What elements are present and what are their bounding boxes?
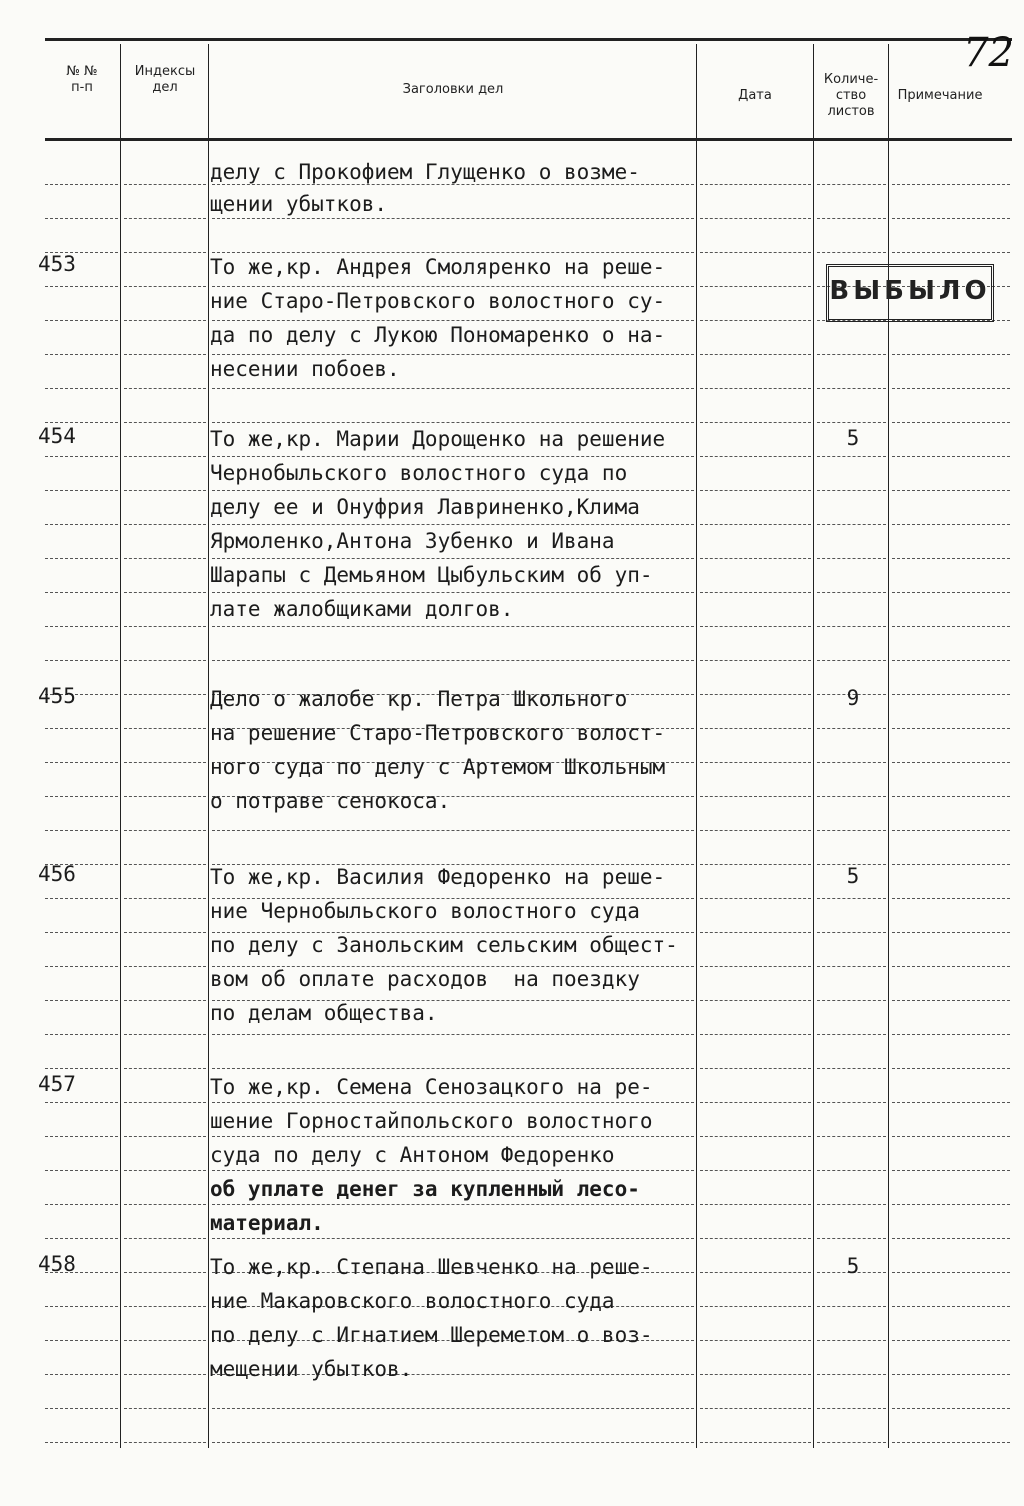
ruling-line — [892, 1408, 1010, 1409]
ruling-line — [700, 354, 811, 355]
ruling-line — [892, 1136, 1010, 1137]
ruling-line — [45, 422, 118, 423]
entry-title — [210, 682, 710, 818]
ruling-line — [700, 218, 811, 219]
ruling-line — [700, 796, 811, 797]
entry-title — [210, 156, 710, 220]
ruling-line — [700, 1204, 811, 1205]
entry-number: 453 — [38, 252, 76, 276]
ruling-line — [124, 796, 206, 797]
entry-title-line: о потраве сенокоса. — [210, 789, 451, 813]
ruling-line — [817, 524, 886, 525]
ruling-line — [892, 1170, 1010, 1171]
entry-number: 458 — [38, 1252, 76, 1276]
entry-title-line: делу ее и Онуфрия Лавриненко,Клима — [210, 495, 640, 519]
ruling-line — [124, 1034, 206, 1035]
ruling-line — [45, 592, 118, 593]
ruling-line — [124, 558, 206, 559]
ruling-line — [817, 558, 886, 559]
ruling-line — [124, 490, 206, 491]
header-col-index: Индексы дел — [134, 64, 196, 95]
entry-title-line: То же,кр. Семена Сенозацкого на ре- — [210, 1075, 653, 1099]
ruling-line — [45, 1306, 118, 1307]
ruling-line — [892, 354, 1010, 355]
entry-title-line: несении побоев. — [210, 357, 400, 381]
entry-title-line: шение Горностайпольского волостного — [210, 1109, 653, 1133]
ruling-line — [124, 1136, 206, 1137]
ruling-line — [700, 898, 811, 899]
ruling-line — [45, 1442, 118, 1443]
ruling-line — [892, 422, 1010, 423]
entry-title-line: ние Старо-Петровского волостного су- — [210, 289, 666, 313]
ruling-line — [124, 626, 206, 627]
withdrawn-stamp: ВЫБЫЛО — [826, 264, 994, 322]
ruling-line — [212, 830, 694, 831]
entry-title-line: лате жалобщиками долгов. — [210, 597, 514, 621]
ruling-line — [212, 626, 694, 627]
ruling-line — [45, 728, 118, 729]
ruling-line — [892, 1102, 1010, 1103]
ruling-line — [817, 1408, 886, 1409]
entry-title-line: об уплате денег за купленный лесо- — [210, 1177, 640, 1201]
ruling-line — [700, 320, 811, 321]
ruling-line — [45, 762, 118, 763]
ruling-line — [124, 524, 206, 525]
ruling-line — [892, 1238, 1010, 1239]
ruling-line — [817, 354, 886, 355]
ruling-line — [124, 1102, 206, 1103]
ruling-line — [45, 184, 118, 185]
ruling-line — [700, 388, 811, 389]
ruling-line — [700, 1170, 811, 1171]
ruling-line — [700, 286, 811, 287]
ruling-line — [45, 354, 118, 355]
ruling-line — [892, 184, 1010, 185]
entry-title-line: Чернобыльского волостного суда по — [210, 461, 628, 485]
header-col-sheets: Количе- ство листов — [823, 72, 879, 119]
entry-title-line: по делу с Занольским сельским общест- — [210, 933, 678, 957]
ruling-line — [892, 660, 1010, 661]
ruling-line — [817, 1170, 886, 1171]
ruling-line — [817, 626, 886, 627]
ruling-line — [892, 524, 1010, 525]
ruling-line — [892, 830, 1010, 831]
ruling-line — [817, 1136, 886, 1137]
entry-number: 457 — [38, 1072, 76, 1096]
ruling-line — [817, 932, 886, 933]
ruling-line — [892, 456, 1010, 457]
ruling-line — [817, 1204, 886, 1205]
ruling-line — [212, 388, 694, 389]
ruling-line — [700, 490, 811, 491]
ruling-line — [817, 456, 886, 457]
ruling-line — [45, 1204, 118, 1205]
ruling-line — [892, 1306, 1010, 1307]
ruling-line — [45, 558, 118, 559]
ruling-line — [45, 388, 118, 389]
ruling-line — [892, 1272, 1010, 1273]
ruling-line — [124, 1408, 206, 1409]
ruling-line — [124, 1238, 206, 1239]
ruling-line — [892, 1204, 1010, 1205]
ruling-line — [124, 184, 206, 185]
entry-title-line: То же,кр. Василия Федоренко на реше- — [210, 865, 666, 889]
header-col-number: № № п-п — [66, 64, 98, 95]
ruling-line — [45, 286, 118, 287]
ruling-line — [892, 1340, 1010, 1341]
ruling-line — [124, 252, 206, 253]
ruling-line — [124, 320, 206, 321]
ruling-line — [700, 1408, 811, 1409]
ruling-line — [700, 1034, 811, 1035]
ruling-line — [700, 660, 811, 661]
ruling-line — [892, 592, 1010, 593]
ruling-line — [45, 626, 118, 627]
ruling-line — [817, 898, 886, 899]
ruling-line — [892, 864, 1010, 865]
ruling-line — [817, 966, 886, 967]
entry-title-line: Дело о жалобе кр. Петра Школьного — [210, 687, 628, 711]
ruling-line — [124, 1204, 206, 1205]
entry-title-line: суда по делу с Антоном Федоренко — [210, 1143, 615, 1167]
ruling-line — [892, 966, 1010, 967]
entry-title — [210, 1070, 710, 1240]
ruling-line — [45, 524, 118, 525]
header-bottom-rule — [45, 138, 1012, 141]
ruling-line — [700, 456, 811, 457]
entry-title-line: по делу с Игнатием Шереметом о воз- — [210, 1323, 653, 1347]
ruling-line — [892, 1000, 1010, 1001]
ruling-line — [212, 1034, 694, 1035]
ruling-line — [124, 898, 206, 899]
ruling-line — [817, 592, 886, 593]
ruling-line — [817, 490, 886, 491]
ruling-line — [45, 1340, 118, 1341]
ruling-line — [124, 966, 206, 967]
ruling-line — [700, 524, 811, 525]
ruling-line — [124, 388, 206, 389]
entry-title — [210, 250, 710, 386]
ruling-line — [817, 1374, 886, 1375]
ruling-line — [700, 830, 811, 831]
ruling-line — [700, 1340, 811, 1341]
ruling-line — [700, 1272, 811, 1273]
entry-title — [210, 422, 710, 626]
ruling-line — [45, 830, 118, 831]
entry-title-line: по делам общества. — [210, 1001, 438, 1025]
ruling-line — [124, 286, 206, 287]
ruling-line — [124, 660, 206, 661]
ruling-line — [700, 762, 811, 763]
ruling-line — [45, 1170, 118, 1171]
ruling-line — [892, 728, 1010, 729]
ruling-line — [817, 660, 886, 661]
entry-title-line: ного суда по делу с Артемом Школьным — [210, 755, 666, 779]
ruling-line — [124, 592, 206, 593]
ruling-line — [700, 932, 811, 933]
column-divider — [120, 44, 121, 1448]
ruling-line — [817, 796, 886, 797]
ruling-line — [124, 218, 206, 219]
ruling-line — [892, 796, 1010, 797]
ruling-line — [892, 898, 1010, 899]
entry-title-line: на решение Старо-Петровского волост- — [210, 721, 666, 745]
column-divider — [888, 44, 889, 1448]
ruling-line — [700, 1306, 811, 1307]
ruling-line — [45, 456, 118, 457]
ruling-line — [817, 184, 886, 185]
ruling-line — [817, 1000, 886, 1001]
ruling-line — [124, 932, 206, 933]
entry-title-line: делу с Прокофием Глущенко о возме- — [210, 160, 640, 184]
entry-title-line: мещении убытков. — [210, 1357, 413, 1381]
ruling-line — [892, 1374, 1010, 1375]
entry-sheet-count: 9 — [846, 686, 860, 710]
ruling-line — [817, 252, 886, 253]
ruling-line — [817, 1034, 886, 1035]
ruling-line — [700, 422, 811, 423]
ruling-line — [700, 626, 811, 627]
ruling-line — [700, 592, 811, 593]
ruling-line — [124, 1272, 206, 1273]
entry-title-line: щении убытков. — [210, 192, 388, 216]
entry-title-line: То же,кр. Марии Дорощенко на решение — [210, 427, 666, 451]
column-divider — [813, 44, 814, 1448]
ruling-line — [817, 1102, 886, 1103]
entry-sheet-count: 5 — [846, 1254, 860, 1278]
ruling-line — [124, 354, 206, 355]
ruling-line — [892, 694, 1010, 695]
ruling-line — [700, 1000, 811, 1001]
ruling-line — [700, 184, 811, 185]
ruling-line — [892, 1442, 1010, 1443]
ruling-line — [45, 1408, 118, 1409]
ruling-line — [700, 1442, 811, 1443]
entry-title-line: вом об оплате расходов на поездку — [210, 967, 640, 991]
ruling-line — [892, 626, 1010, 627]
ruling-line — [45, 1374, 118, 1375]
ruling-line — [124, 1170, 206, 1171]
ruling-line — [892, 1068, 1010, 1069]
header-col-title: Заголовки дел — [402, 82, 504, 97]
entry-title — [210, 860, 710, 1030]
ruling-line — [45, 660, 118, 661]
ruling-line — [700, 1068, 811, 1069]
ruling-line — [45, 898, 118, 899]
ruling-line — [817, 830, 886, 831]
ruling-line — [45, 1136, 118, 1137]
page-number: 72 — [963, 30, 1014, 76]
entry-title-line: То же,кр. Степана Шевченко на реше- — [210, 1255, 653, 1279]
ruling-line — [124, 1306, 206, 1307]
ruling-line — [124, 864, 206, 865]
ruling-line — [124, 762, 206, 763]
ruling-line — [700, 728, 811, 729]
entry-number: 456 — [38, 862, 76, 886]
ruling-line — [817, 1442, 886, 1443]
ruling-line — [212, 660, 694, 661]
ruling-line — [700, 1136, 811, 1137]
entry-title-line: Ярмоленко,Антона Зубенко и Ивана — [210, 529, 615, 553]
entry-sheet-count: 5 — [846, 426, 860, 450]
ruling-line — [700, 694, 811, 695]
ruling-line — [45, 932, 118, 933]
ruling-line — [45, 490, 118, 491]
entry-title-line: ние Чернобыльского волостного суда — [210, 899, 640, 923]
header-col-date: Дата — [738, 88, 772, 103]
ruling-line — [700, 1238, 811, 1239]
ruling-line — [45, 1068, 118, 1069]
ruling-line — [124, 728, 206, 729]
ruling-line — [212, 1068, 694, 1069]
table-top-rule — [45, 38, 1012, 41]
ruling-line — [45, 1238, 118, 1239]
ruling-line — [212, 1442, 694, 1443]
ruling-line — [700, 966, 811, 967]
header-col-note: Примечание — [897, 88, 983, 103]
ruling-line — [124, 1442, 206, 1443]
ruling-line — [45, 1102, 118, 1103]
entry-number: 454 — [38, 424, 76, 448]
ruling-line — [45, 218, 118, 219]
entry-title-line: да по делу с Лукою Пономаренко о на- — [210, 323, 666, 347]
ruling-line — [700, 1374, 811, 1375]
entry-title-line: Шарапы с Демьяном Цыбульским об уп- — [210, 563, 653, 587]
ruling-line — [45, 1034, 118, 1035]
ruling-line — [892, 490, 1010, 491]
ruling-line — [124, 1374, 206, 1375]
ruling-line — [124, 1000, 206, 1001]
ruling-line — [700, 558, 811, 559]
entry-number: 455 — [38, 684, 76, 708]
ruling-line — [124, 422, 206, 423]
ruling-line — [700, 1102, 811, 1103]
ruling-line — [124, 1340, 206, 1341]
ruling-line — [892, 762, 1010, 763]
ruling-line — [45, 796, 118, 797]
ruling-line — [817, 1238, 886, 1239]
entry-title-line: ние Макаровского волостного суда — [210, 1289, 615, 1313]
ruling-line — [892, 218, 1010, 219]
ruling-line — [45, 320, 118, 321]
ruling-line — [212, 1408, 694, 1409]
ruling-line — [892, 252, 1010, 253]
ruling-line — [817, 218, 886, 219]
ruling-line — [892, 388, 1010, 389]
entry-title — [210, 1250, 710, 1386]
ruling-line — [817, 422, 886, 423]
entry-title-line: материал. — [210, 1211, 324, 1235]
ruling-line — [817, 388, 886, 389]
ruling-line — [700, 252, 811, 253]
ruling-line — [817, 762, 886, 763]
ruling-line — [817, 1340, 886, 1341]
ruling-line — [817, 728, 886, 729]
ruling-line — [45, 966, 118, 967]
column-divider — [208, 44, 209, 1448]
ruling-line — [124, 694, 206, 695]
ruling-line — [892, 1034, 1010, 1035]
ruling-line — [700, 864, 811, 865]
entry-sheet-count: 5 — [846, 864, 860, 888]
ruling-line — [124, 1068, 206, 1069]
ruling-line — [817, 1068, 886, 1069]
ruling-line — [124, 456, 206, 457]
ruling-line — [45, 1000, 118, 1001]
ruling-line — [124, 830, 206, 831]
ruling-line — [892, 932, 1010, 933]
ruling-line — [817, 1306, 886, 1307]
entry-title-line: То же,кр. Андрея Смоляренко на реше- — [210, 255, 666, 279]
ruling-line — [892, 558, 1010, 559]
